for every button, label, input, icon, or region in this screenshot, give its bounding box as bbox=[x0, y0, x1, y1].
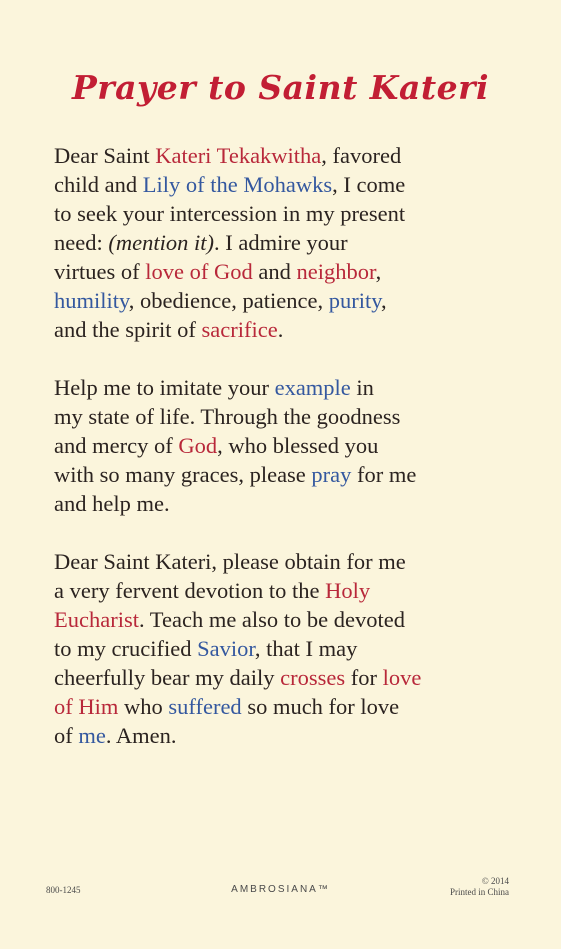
prayer-line bbox=[54, 257, 524, 286]
prayer-text: for bbox=[345, 665, 383, 690]
highlight-red-text: God bbox=[178, 433, 218, 458]
prayer-paragraph bbox=[54, 547, 524, 750]
prayer-text: , I come bbox=[332, 172, 406, 197]
prayer-text: . Amen. bbox=[105, 723, 177, 748]
prayer-title: Prayer to Saint Kateri bbox=[71, 68, 490, 107]
prayer-text: and bbox=[252, 259, 297, 284]
printed-in-text: Printed in China bbox=[450, 887, 509, 897]
highlight-red-text: love of God bbox=[145, 259, 253, 284]
prayer-line bbox=[54, 634, 524, 663]
prayer-line bbox=[54, 170, 524, 199]
copyright-block bbox=[450, 876, 509, 898]
prayer-text: Help me to imitate your bbox=[54, 375, 275, 400]
highlight-red-text: love bbox=[382, 665, 422, 690]
prayer-text: , who blessed you bbox=[217, 433, 379, 458]
brand-name: AMBROSIANA™ bbox=[231, 884, 330, 895]
prayer-text: and mercy of bbox=[54, 433, 179, 458]
prayer-text: need: bbox=[54, 230, 109, 255]
prayer-line bbox=[54, 141, 524, 170]
highlight-blue-text: me bbox=[78, 723, 106, 748]
prayer-text: in bbox=[350, 375, 374, 400]
highlight-blue-text: purity bbox=[328, 288, 381, 313]
highlight-red-text: Kateri Tekakwitha bbox=[155, 143, 322, 168]
prayer-text: , obedience, patience, bbox=[128, 288, 329, 313]
prayer-text: my state of life. Through the goodness bbox=[54, 404, 401, 429]
prayer-text: , bbox=[381, 288, 387, 313]
highlight-red-text: Holy bbox=[325, 578, 371, 603]
prayer-text: , favored bbox=[321, 143, 402, 168]
prayer-line bbox=[54, 605, 524, 634]
prayer-line bbox=[54, 489, 524, 518]
highlight-red-text: crosses bbox=[280, 665, 346, 690]
highlight-red-text: Eucharist bbox=[54, 607, 139, 632]
prayer-line bbox=[54, 315, 524, 344]
prayer-text: . Teach me also to be devoted bbox=[138, 607, 406, 632]
highlight-red-text: of Him bbox=[54, 694, 119, 719]
prayer-text: virtues of bbox=[54, 259, 146, 284]
product-code: 800-1245 bbox=[46, 885, 81, 895]
prayer-text: with so many graces, please bbox=[54, 462, 312, 487]
prayer-line bbox=[54, 547, 524, 576]
highlight-blue-text: pray bbox=[311, 462, 352, 487]
prayer-text: cheerfully bear my daily bbox=[54, 665, 281, 690]
prayer-text: , that I may bbox=[254, 636, 358, 661]
italic-text: (mention it) bbox=[108, 230, 214, 255]
prayer-body bbox=[54, 141, 524, 779]
prayer-text: and help me. bbox=[54, 491, 170, 516]
prayer-text: for me bbox=[351, 462, 417, 487]
prayer-text: Dear Saint bbox=[54, 143, 156, 168]
prayer-line bbox=[54, 460, 524, 489]
prayer-text: child and bbox=[54, 172, 143, 197]
prayer-text: who bbox=[118, 694, 169, 719]
prayer-line bbox=[54, 199, 524, 228]
prayer-line bbox=[54, 431, 524, 460]
prayer-text: . I admire your bbox=[213, 230, 348, 255]
prayer-line bbox=[54, 692, 524, 721]
prayer-paragraph bbox=[54, 141, 524, 344]
highlight-blue-text: Lily of the Mohawks bbox=[142, 172, 333, 197]
highlight-blue-text: suffered bbox=[168, 694, 242, 719]
highlight-blue-text: humility bbox=[54, 288, 129, 313]
prayer-line bbox=[54, 373, 524, 402]
prayer-text: to seek your intercession in my present bbox=[54, 201, 406, 226]
prayer-text: . bbox=[277, 317, 284, 342]
prayer-line bbox=[54, 663, 524, 692]
prayer-line bbox=[54, 721, 524, 750]
highlight-red-text: neighbor bbox=[296, 259, 376, 284]
prayer-paragraph bbox=[54, 373, 524, 518]
prayer-line bbox=[54, 576, 524, 605]
prayer-text: a very fervent devotion to the bbox=[54, 578, 326, 603]
prayer-line bbox=[54, 402, 524, 431]
prayer-line bbox=[54, 228, 524, 257]
prayer-line bbox=[54, 286, 524, 315]
prayer-text: Dear Saint Kateri, please obtain for me bbox=[54, 549, 406, 574]
highlight-blue-text: example bbox=[274, 375, 351, 400]
copyright-text: © 2014 bbox=[481, 876, 509, 886]
prayer-text: of bbox=[54, 723, 79, 748]
prayer-text: to my crucified bbox=[54, 636, 198, 661]
prayer-text: and the spirit of bbox=[54, 317, 202, 342]
highlight-blue-text: Savior bbox=[197, 636, 255, 661]
highlight-red-text: sacrifice bbox=[201, 317, 278, 342]
prayer-text: so much for love bbox=[241, 694, 400, 719]
prayer-text: , bbox=[375, 259, 382, 284]
